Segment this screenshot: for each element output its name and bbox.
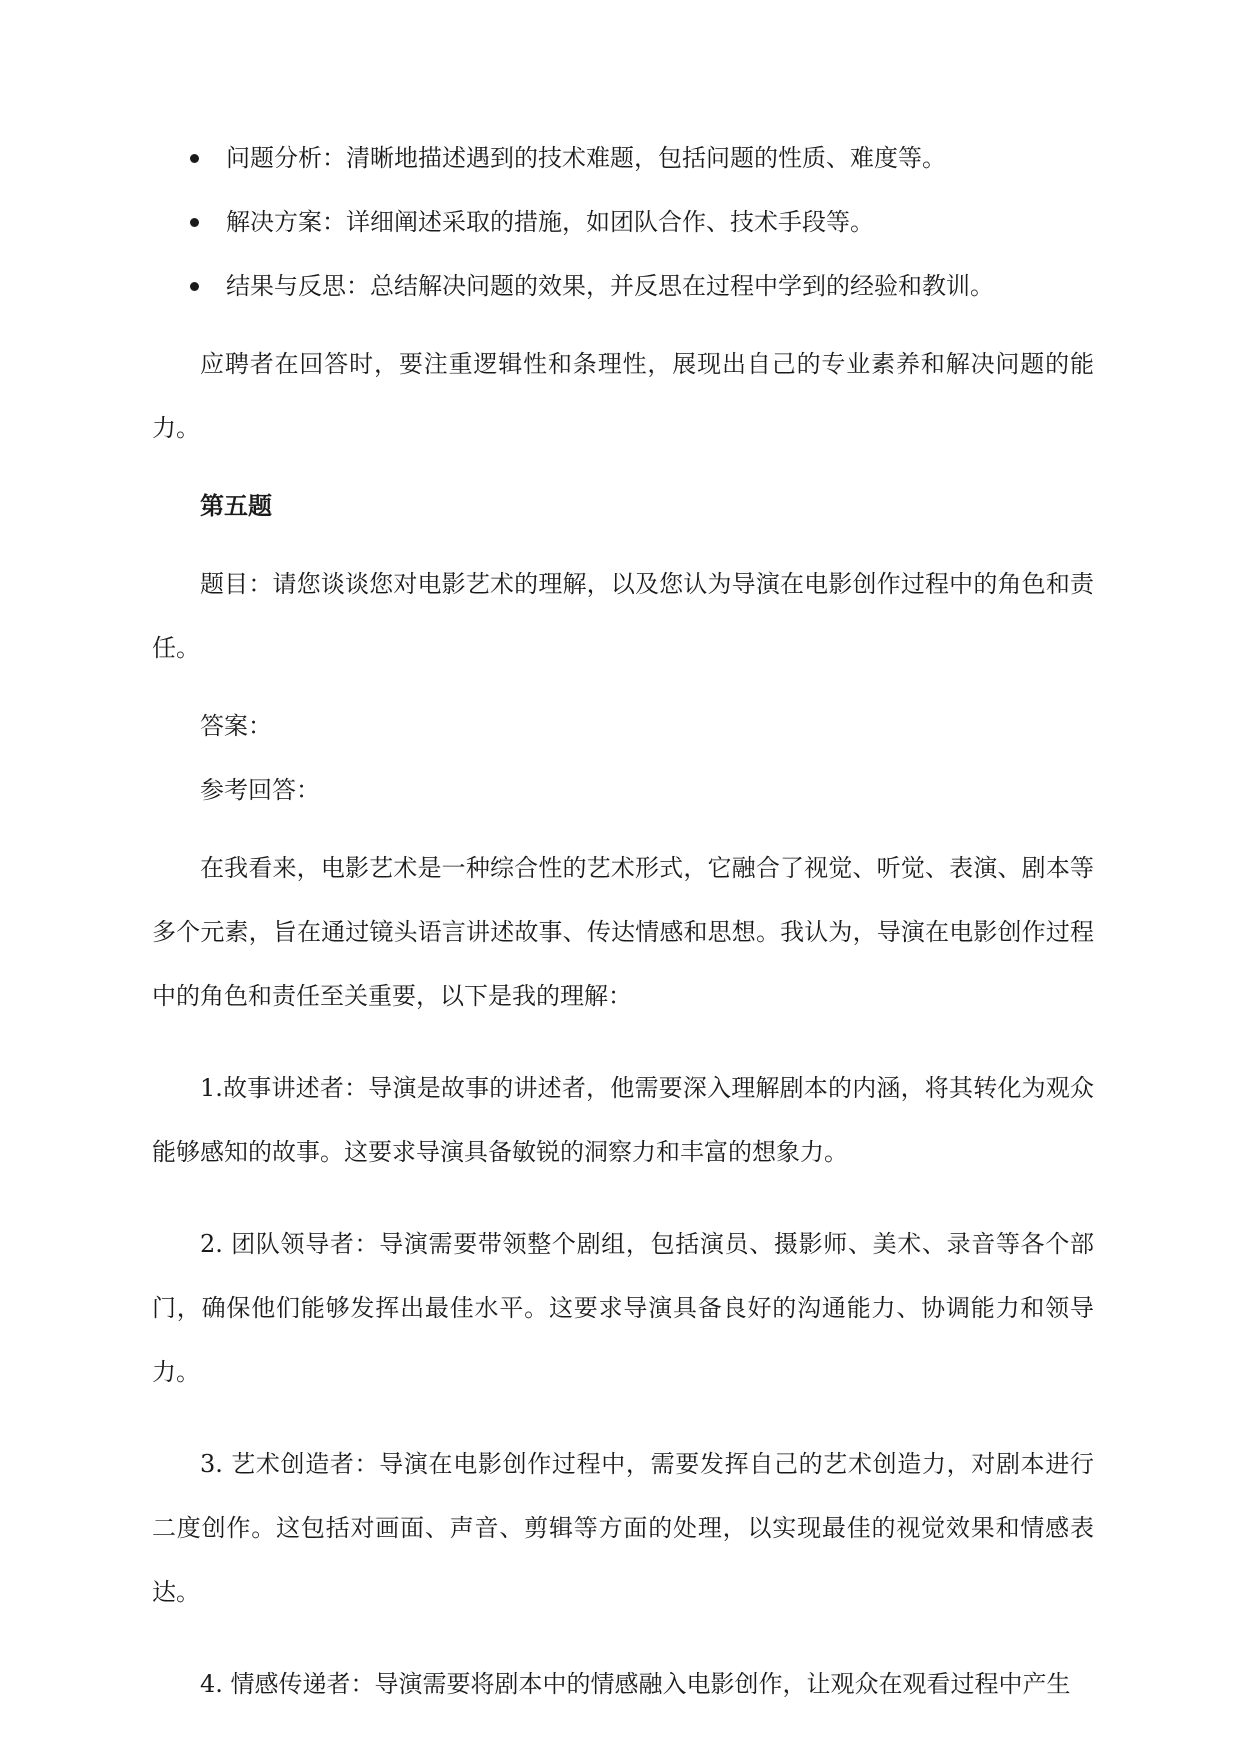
bullet-dot-icon bbox=[190, 218, 199, 227]
point-paragraph-4: 4. 情感传递者：导演需要将剧本中的情感融入电影创作，让观众在观看过程中产生 bbox=[200, 1670, 1071, 1698]
bullet-text: 结果与反思：总结解决问题的效果，并反思在过程中学到的经验和教训。 bbox=[226, 272, 994, 300]
list-item bbox=[152, 140, 1094, 204]
point-paragraph-3: 3. 艺术创造者：导演在电影创作过程中，需要发挥自己的艺术创造力，对剧本进行二度创作。这包括对画面、声音、剪辑等方面的处理，以实现最佳的视觉效果和情感表达。 bbox=[152, 1450, 1094, 1606]
bullet-dot-icon bbox=[190, 154, 199, 163]
answer-label: 答案： bbox=[200, 712, 272, 740]
list-item bbox=[152, 268, 1094, 332]
point-paragraph-2: 2. 团队领导者：导演需要带领整个剧组，包括演员、摄影师、美术、录音等各个部门，确保他们能够发挥出最佳水平。这要求导演具备良好的沟通能力、协调能力和领导力。 bbox=[152, 1230, 1094, 1386]
bullet-dot-icon bbox=[190, 282, 199, 291]
bullet-text: 问题分析：清晰地描述遇到的技术难题，包括问题的性质、难度等。 bbox=[226, 144, 946, 172]
point-paragraph-1: 1.故事讲述者：导演是故事的讲述者，他需要深入理解剧本的内涵，将其转化为观众能够感知的故事。这要求导演具备敏锐的洞察力和丰富的想象力。 bbox=[152, 1074, 1094, 1166]
bullet-list bbox=[152, 140, 1094, 332]
document-body bbox=[152, 140, 1094, 1744]
reference-answer-label: 参考回答： bbox=[200, 776, 320, 804]
bullet-text: 解决方案：详细阐述采取的措施，如团队合作、技术手段等。 bbox=[226, 208, 874, 236]
section-heading: 第五题 bbox=[200, 491, 272, 520]
question-paragraph: 题目：请您谈谈您对电影艺术的理解，以及您认为导演在电影创作过程中的角色和责任。 bbox=[152, 570, 1094, 662]
intro-paragraph: 在我看来，电影艺术是一种综合性的艺术形式，它融合了视觉、听觉、表演、剧本等多个元素，旨在通过镜头语言讲述故事、传达情感和思想。我认为，导演在电影创作过程中的角色和责任至关重要，以下是我的理解： bbox=[152, 854, 1094, 1010]
list-item bbox=[152, 204, 1094, 268]
summary-paragraph: 应聘者在回答时，要注重逻辑性和条理性，展现出自己的专业素养和解决问题的能力。 bbox=[152, 350, 1094, 442]
